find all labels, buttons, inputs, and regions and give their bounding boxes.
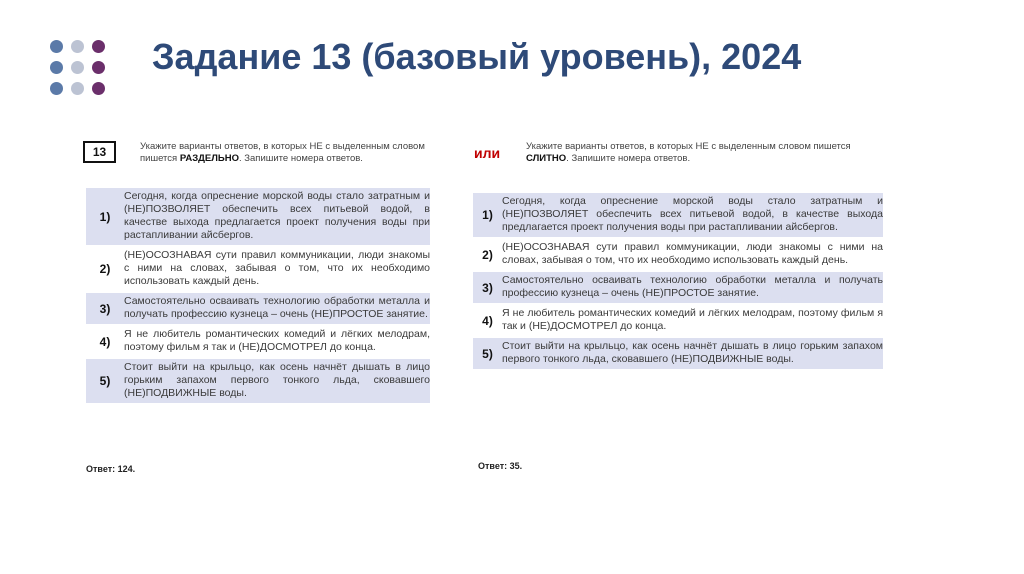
option-row [86,293,430,324]
option-number: 3) [482,280,493,295]
option-row [86,359,430,403]
option-text: (НЕ)ОСОЗНАВАЯ сути правил коммуникации, люди знакомы с ними на словах, забывая о том, что их необходимо использовать каждый день. [502,241,883,266]
option-number: 2) [99,262,111,276]
decor-dot [92,40,105,53]
right-instruction-text: Укажите варианты ответов, в которых НЕ с выделенным словом пишется [526,141,851,152]
option-row [473,239,883,270]
option-text: Сегодня, когда опреснение морской воды стало затратным и (НЕ)ПОЗВОЛЯЕТ обеспечить всех питьевой водой, в качестве выхода предлагается проект получения воды при растапливании айсбергов. [124,190,430,241]
slide-title: Задание 13 (базовый уровень), 2024 [152,36,802,77]
or-label: или [474,145,501,161]
left-instruction-tail: . Запишите номера ответов. [239,153,363,164]
option-text: (НЕ)ОСОЗНАВАЯ сути правил коммуникации, люди знакомы с ними на словах, забывая о том, что их необходимо использовать каждый день. [124,249,430,287]
decor-dot [50,61,63,74]
left-instruction-keyword: РАЗДЕЛЬНО [179,153,239,164]
task-number-box: 13 [83,141,116,163]
decor-dot [50,40,63,53]
option-text: Сегодня, когда опреснение морской воды стало затратным и (НЕ)ПОЗВОЛЯЕТ обеспечить всех питьевой водой, в качестве выхода предлагается проект получения воды при растапливании айсбергов. [502,195,883,233]
right-instruction-tail: . Запишите номера ответов. [566,153,691,164]
right-options-list [473,193,883,369]
option-row [473,305,883,336]
left-instruction [140,141,430,165]
option-text: Стоит выйти на крыльцо, как осень начнёт дышать в лицо горьким запахом первого тонкого льда, сковавшего (НЕ)ПОДВИЖНЫЕ воды. [124,361,430,399]
option-number: 5) [99,374,111,388]
option-number: 2) [482,247,493,262]
option-number: 1) [99,209,111,224]
option-text: Самостоятельно осваивать технологию обработки металла и получать профессию кузнеца – очень (НЕ)ПРОСТОЕ занятие. [124,295,430,320]
decor-dot [71,61,84,74]
right-instruction [526,141,886,165]
option-row [473,272,883,303]
decor-dot [50,82,63,95]
option-text: Я не любитель романтических комедий и лёгких мелодрам, поэтому фильм я так и (НЕ)ДОСМОТРЕЛ до конца. [502,307,883,332]
left-answer: Ответ: 124. [86,464,136,474]
right-answer: Ответ: 35. [478,461,523,471]
decor-dot [92,61,105,74]
option-text: Стоит выйти на крыльцо, как осень начнёт дышать в лицо горьким запахом первого тонкого льда, сковавшего (НЕ)ПОДВИЖНЫЕ воды. [502,340,883,365]
decorative-dot-grid [50,40,110,100]
decor-dot [71,40,84,53]
option-text: Я не любитель романтических комедий и лёгких мелодрам, поэтому фильм я так и (НЕ)ДОСМОТРЕЛ до конца. [124,328,430,353]
option-number: 3) [99,301,111,316]
decor-dot [92,82,105,95]
option-row [473,193,883,237]
right-instruction-keyword: СЛИТНО [526,153,567,164]
option-number: 5) [482,346,493,361]
option-row [86,326,430,357]
option-row [86,247,430,291]
left-options-list [86,188,430,403]
left-instruction-text: Укажите варианты ответов, в которых НЕ с выделенным словом пишется [140,141,425,164]
decor-dot [71,82,84,95]
option-row [86,188,430,245]
option-number: 4) [99,334,111,349]
option-text: Самостоятельно осваивать технологию обработки металла и получать профессию кузнеца – очень (НЕ)ПРОСТОЕ занятие. [502,274,883,299]
option-number: 4) [482,313,493,328]
option-number: 1) [482,208,493,222]
option-row [473,338,883,369]
